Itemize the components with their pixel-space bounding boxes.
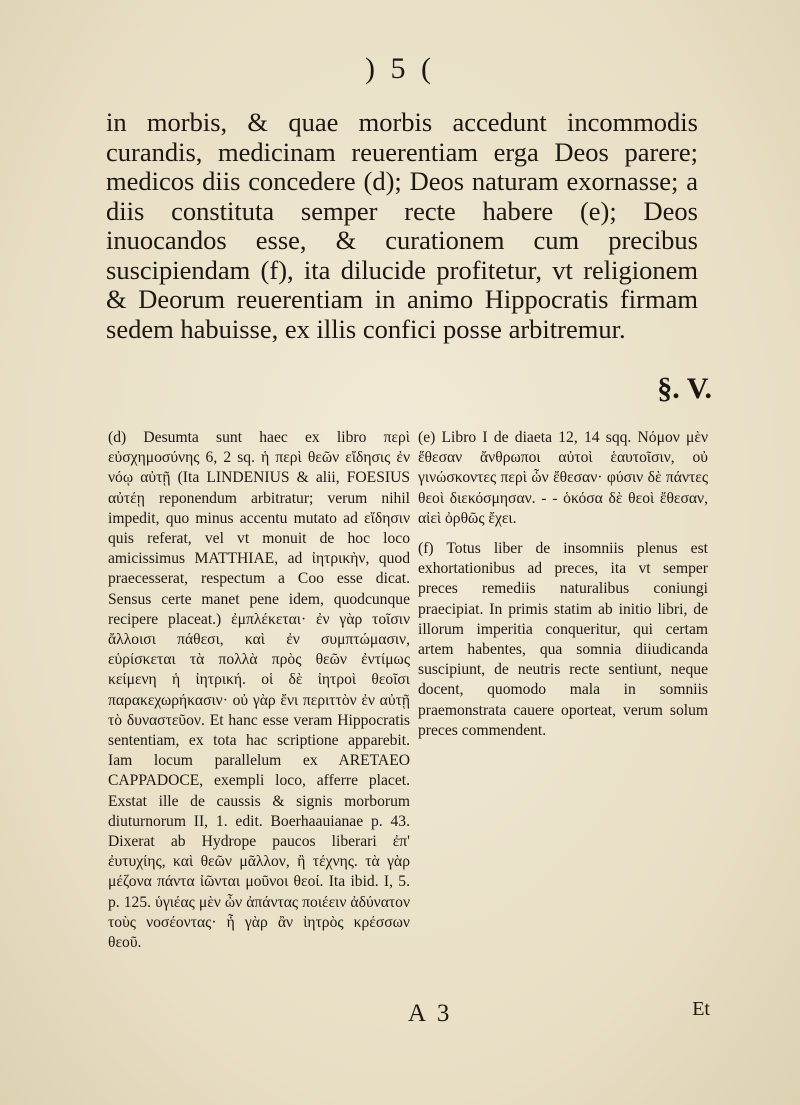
footnote-f: (f) Totus liber de insomniis plenus est exhortationibus ad preces, ita vt semper preces remediis naturalibus coniungi praecipiat. In primis statim ab initio libri, de illorum imperitia conqueritur, qui certam artem habentes, qua somnia diiudicanda suscipiunt, de neutris recte sentiunt, neque docent, quomodo mala in somniis praemonstrata cauere oporteat, verum solum preces commendent. [418,540,708,739]
footnote-column-left [108,428,410,963]
signature-mark: A 3 [408,1000,453,1027]
section-marker: §. V. [657,372,712,405]
footnote-column-right [418,428,708,751]
main-paragraph: in morbis, & quae morbis accedunt incommodis curandis, medicinam reuerentiam erga Deos parere; medicos diis concedere (d); Deos naturam exornasse; a diis constituta semper recte habere (e); Deos inuocandos esse, & curationem cum precibus suscipiendam (f), ita dilucide profitetur, vt religionem & Deorum reuerentiam in animo Hippocratis firmam sedem habuisse, ex illis confici posse arbitremur. [106,107,698,344]
catchword: Et [692,998,710,1020]
footnote-e: (e) Libro I de diaeta 12, 14 sqq. Νόμον μὲν ἔθεσαν ἄνθρωποι αὐτοὶ ἑαυτοῖσιν, οὐ γινώσκοντες περὶ ὧν ἔθεσαν· φύσιν δὲ πάντες θεοὶ διεκόσμησαν. - - ὁκόσα δὲ θεοὶ ἔθεσαν, αἰεὶ ὀρθῶς ἔχει. [418,429,708,527]
main-text [106,108,698,344]
footnote-d: (d) Desumta sunt haec ex libro περὶ εὐσχημοσύνης 6, 2 sq. ἡ περὶ θεῶν εἴδησις ἐν νόῳ αὐτῇ (Ita LINDENIUS & alii, FOESIUS αὐτέῃ reponendum arbitratur; verum nihil impedit, quo minus accentu mutato ad εἴδησιν quis referat, vel vt monuit de hoc loco amicissimus MATTHIAE, ad ἰητρικὴν, quod praecesserat, respectum a Coo esse dicat. Sensus certe manet pene idem, quodcunque recipere placeat.) ἐμπλέκεται· ἐν γὰρ τοῖσιν ἄλλοισι πάθεσι, καὶ ἐν συμπτώμασιν, εὑρίσκεται τὰ πολλὰ πρὸς θεῶν ἐντίμως κείμενη ἡ ἰητρική. οἱ δὲ ἰητροὶ θεοῖσι παρακεχωρήκασιν· οὐ γὰρ ἔνι περιττὸν ἐν αὐτῇ τὸ δυναστεῦον. Et hanc esse veram Hippocratis sententiam, ex tota hac scriptione apparebit. Iam locum parallelum ex ARETAEO CAPPADOCE, exempli loco, afferre placet. Exstat ille de caussis & signis morborum diuturnorum II, 1. edit. Boerhaauianae p. 43. Dixerat ab Hydrope paucos liberari ἐπ' ἐυτυχίης, καὶ θεῶν μᾶλλον, ἢ τέχνης. τὰ γὰρ μέζονα πάντα ἰῶνται μοῦνοι θεοί. Ita ibid. I, 5. p. 125. ὑγιέας μὲν ὦν ἀπάντας ποιέειν ἀδύνατον τοὺς νοσέοντας· ἦ γὰρ ἂν ἰητρὸς κρέσσων θεοῦ. [108,429,410,952]
page-number: ) 5 ( [365,52,435,85]
